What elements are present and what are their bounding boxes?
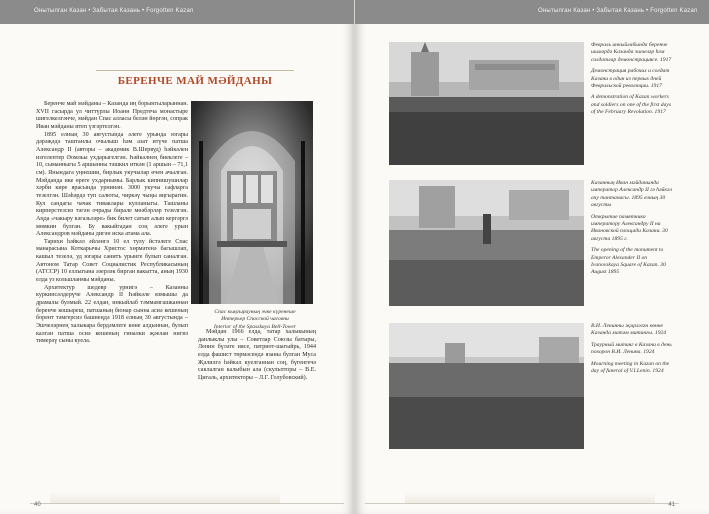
text-column-2 (198, 329, 316, 383)
paragraph: Архитектур шедевр урнигә – Казанны куркинсәлдерүче Александр II Һәйкәле язмышы да драмалы булмый. 22 елдан, инкыйлаб тәммамгашканнан беренче кошыреш, патшаның бюнар сынна асиә кешеның борент тәмгерсиз башнеңдә 1918 елның 30 августында – Эшчеләрнең халыкара бердәмлеге көне алдыннан, булып калган патша осиә кешеның гиналки җәелан нигиз тимерәү сыны куела. (36, 284, 188, 345)
caption-english: A demonstration of Kazan workers and soldiers on one of the first days of the February Revolution. 1917 (591, 94, 672, 116)
paragraph: Беренче май мәйданы – Казанда иң борынгыларыннан. XVII гасырда ул читтүрлы Иоанн Предтеча монастыре шигелкелгәнче, мәйдан Спас алласы белән йөргән, сопрак Иван мәйданы итеп үзгәртелгән. (36, 101, 188, 130)
monument-opening-1895-photo (389, 180, 584, 306)
footer-rule (365, 503, 679, 504)
text-column-1 (36, 101, 188, 346)
left-page (0, 0, 354, 514)
caption-russian: Открытие памятника императору Александру II на Ивановской площади Казани. 30 августа 1895 г. (591, 213, 668, 242)
page-title: БЕРЕНЧЕ МАЙ МӘЙДАНЫ (117, 75, 273, 87)
paragraph: Тарихи һәйкәл әйләнгә 10 ел тулу йстәлеге Спас манарасына Коткарычы Христос хөрмәтенә багышлап, кашыл тезелә, уд югары санитъ урынге булып саналган. Автоном Татар Совет Социалистик Республикасының (АТССР) 10 еллыгына әзерләк бирган вакытта, аның 1930 елда уз кольшланмы мәйданы. (36, 238, 188, 284)
photo-caption (196, 309, 314, 331)
right-footer (355, 492, 709, 514)
page-number: 41 (668, 502, 675, 508)
left-breadcrumb: Онытылган Казан • Забытая Казань • Forgotten Kazan (34, 8, 194, 14)
photo-caption-1 (591, 42, 673, 117)
right-breadcrumb: Онытылган Казан • Забытая Казань • Forgotten Kazan (538, 8, 698, 14)
mourning-meeting-1924-photo (389, 323, 584, 449)
caption-russian: Траурный митинг в Казани в день похорон В.И. Ленина. 1924 (591, 341, 672, 356)
paragraph: 1895 елның 30 августында әлеге урында югары дәрәҗәдә таштанлы очылыш һәм азат итүче патша Александр II (авторы – академик В.Шервуд) һәйкәлен изгелептер Әомльы ухдарыгелгән. Һәйкәлнең биеклеге – 10, сыманныгы 5 аршынны тәшкил иткән (1 аршын – 71,1 см). Янындага уңнешии, бирлык укучылар өчен ачылган. Мәйданда ике өреге ухдарнымы. Барлык кипнишушилар хәрби кире ярасында урнинән. 3000 укучы сафларга тезелгән. Шәһәрдә туп салюты, чиркәү чыңы яңгырагин. Кул сандагы чачак тиваклары кулланыгы. Ташланы кирперстезсиз тәгән очрады бирале мөәбәрләр тезелгән. Аңда «чакыру кәгазьләре» бик билет сатып алып кергәргә мөмкин булган. Бу вакыйгадан соң әлеге урын Александров мәйданы дигән иска атама ала. (36, 131, 188, 238)
caption-tatar: В.И. Ленинны җирләгән көнне Казанда матәм митингы. 1924 (591, 323, 667, 337)
caption-english: The opening of the monument to Emperor Alexander II on Ivanovskaya Square of Kazan. 30 August 1895 (591, 247, 666, 276)
footer-rule (30, 503, 344, 504)
caption-english: Interior of the Spasskaya Bell-Tower (213, 323, 297, 330)
title-rule (96, 70, 294, 71)
photo-caption-3 (591, 323, 673, 375)
right-header-bar (355, 0, 709, 24)
caption-tatar: Февраль инкыйлабында беренче шимәрдә Казанда эшчеләр һәм солдатлар демонстрациясе. 1917 (591, 42, 672, 63)
caption-russian: Интерьер Спасской часовни (221, 316, 289, 323)
caption-russian: Демонстрация рабочих и солдат Казани в один из первых дней Февральской революции. 1917 (591, 68, 670, 90)
caption-tatar: Казанның Иван мәйданында император Александр II гә һәйкәл ачу тантанасы. 1895 елның 30 августы (591, 180, 672, 209)
demonstration-1917-photo (389, 42, 584, 165)
right-page (355, 0, 709, 514)
interior-photo (191, 101, 313, 304)
paragraph: Мәйдан 1966 елда, татар халыкының данлыклы улы – Советлар Союзы батыры, Ленин бүләге иясе, патриот-шагыйрь, 1944 елда фашист төрмәсендә язаны булган Муса Җәлилгә һәйкәл куелганнан соң, бүгенгечә саклалган калыбын ала (скульпторы – В.Е. Цигаль, архитекторы – Л.Г. Голубовский). (198, 329, 316, 381)
left-header-bar (0, 0, 354, 24)
caption-tatar: Спас кыңгырауның эчке күренеше (214, 309, 296, 315)
page-number: 40 (34, 502, 41, 508)
caption-english: Mourning meeting in Kazan on the day of funeral of V.I.Lenin. 1924 (591, 360, 670, 375)
left-footer (0, 492, 354, 514)
photo-caption-2 (591, 180, 673, 277)
